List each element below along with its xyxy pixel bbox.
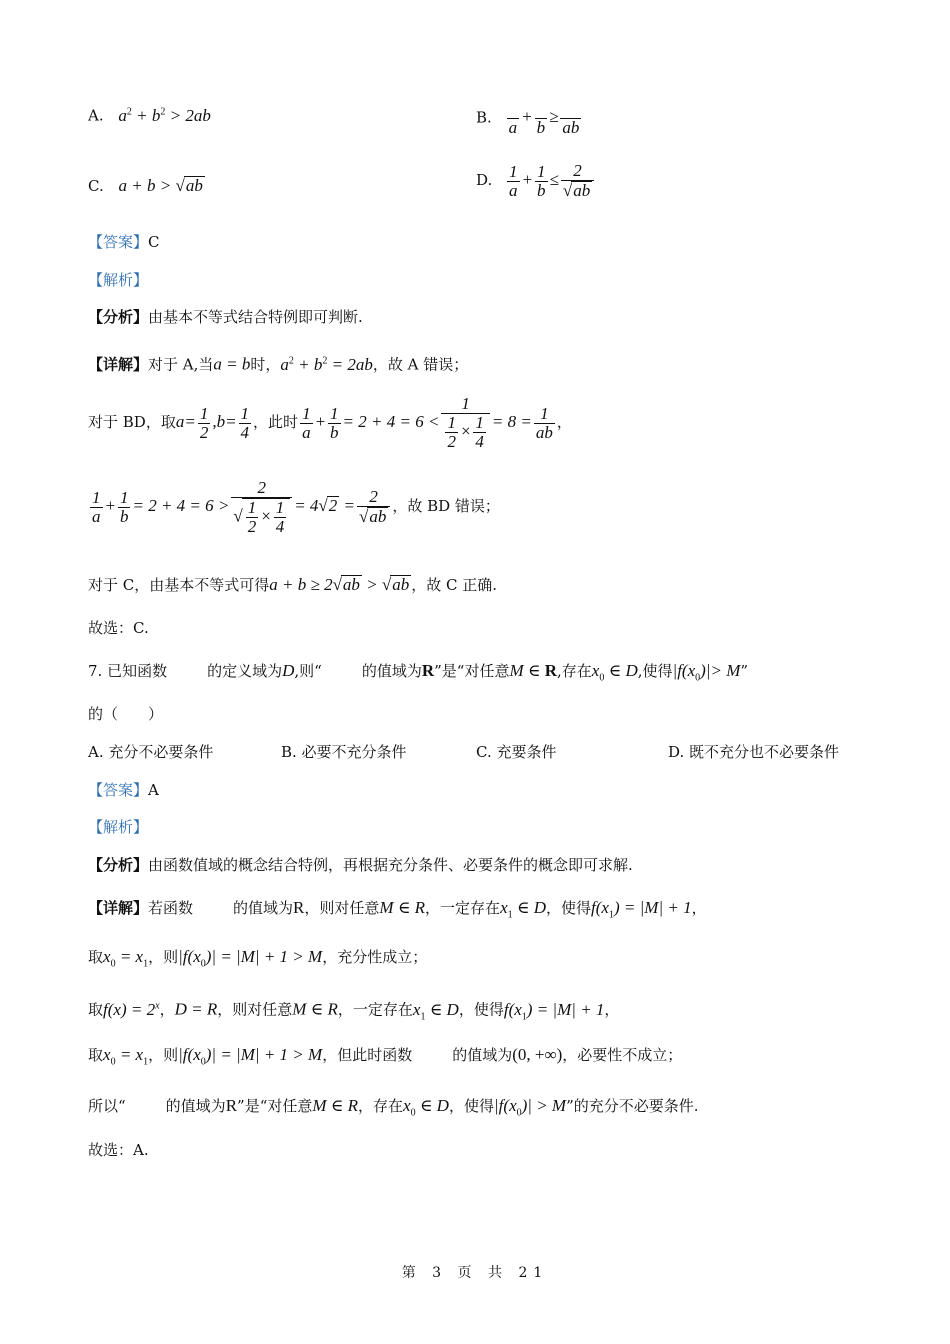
q7-option-a: A. 充分不必要条件: [88, 743, 214, 761]
detail-text: 取: [88, 1046, 104, 1064]
formula: $\frac{1}{a}$ + $\frac{1}{b}$ = 2 + 4 = 6 < 1 $\frac{1}{2}$ × $\frac{1}{4}$ = 8 = $\frac{1}{ab}$: [302, 394, 553, 452]
detail-text: 对于 BD，取: [88, 413, 176, 431]
detail-text: ，: [556, 413, 572, 431]
option-c-label: C.: [88, 177, 104, 195]
detail-text: ，则对任意: [304, 899, 380, 917]
detail-text: 的值域为: [165, 1097, 226, 1115]
detail-text: ，: [691, 899, 707, 917]
detail-text: ”的充分不必要条件.: [566, 1097, 699, 1115]
q7-stem-line2: 的（ ）: [88, 705, 164, 723]
fenxi-tag: 【分析】: [88, 856, 149, 874]
conclusion-6: 故选：C.: [88, 619, 149, 637]
detail-text: ，故 BD 错误；: [392, 497, 500, 515]
detail-text: ，则: [148, 1046, 179, 1064]
detail-text: ，一定存在: [337, 1000, 413, 1019]
detail-text: ，此时: [253, 413, 299, 431]
fenxi-text: 由基本不等式结合特例即可判断.: [148, 308, 363, 326]
option-a-label: A.: [88, 106, 104, 125]
detail-text: ，故 C 正确.: [411, 576, 498, 594]
q7-option-d: D. 既不充分也不必要条件: [668, 743, 840, 761]
detail-text: ，使得: [448, 1097, 494, 1115]
stem-text: 7. 已知函数: [88, 662, 168, 680]
detail-text: ，一定存在: [425, 899, 501, 917]
formula: a = b: [213, 354, 251, 374]
conclusion-7: 故选：A.: [88, 1141, 149, 1159]
detail-text: 取: [88, 1000, 104, 1019]
option-d-formula: $\frac{1}{a}$ + $\frac{1}{b}$ ≤ $\frac{2}{√ab}$: [505, 170, 596, 189]
q7-option-c: C. 充要条件: [476, 743, 557, 761]
option-b-formula: a + b ≥ ab: [505, 107, 584, 126]
detail-line-4: [88, 575, 497, 595]
detail-text: ，: [604, 1000, 620, 1019]
answer-value: C: [148, 233, 160, 251]
detail-text: ，存在: [358, 1097, 404, 1115]
fenxi-line-7: [88, 855, 633, 875]
detail-text: 所以“: [88, 1097, 126, 1115]
option-a-formula: $a^2 + b^2 > 2ab$: [118, 105, 211, 125]
q7-detail-1: 【详解】若函数 的值域为R，则对任意M ∈ R，一定存在$x_1$ ∈ D，使得$f(x_1) = |M| + 1$，: [88, 898, 707, 921]
answer-tag: 【答案】: [88, 781, 149, 799]
detail-text: 对于 A,当: [148, 355, 214, 374]
fenxi-line-6: [88, 307, 363, 327]
detail-text: 的值域为: [452, 1046, 513, 1064]
detail-text: 对于 C，由基本不等式可得: [88, 576, 270, 594]
q7-detail-3: 取$f(x) = 2^x$，D = R，则对任意M ∈ R，一定存在$x_1$ ∈ D，使得$f(x_1) = |M| + 1$，: [88, 999, 620, 1023]
stem-text: ”是“对任意: [434, 662, 510, 680]
q7-stem-line1: 7. 已知函数 的定义域为D,则“ 的值域为R”是“对任意M ∈ R,存在$x_0$ ∈ D,使得$|f(x_0)|> M$”: [88, 661, 749, 684]
answer-line-6: [88, 232, 160, 252]
option-c-formula: a + b > √ab: [118, 176, 203, 195]
fenxi-text: 由函数值域的概念结合特例，再根据充分条件、必要条件的概念即可求解.: [148, 856, 633, 874]
stem-text: 的值域为: [361, 662, 422, 680]
detail-line-2: [88, 388, 572, 456]
jiexi-tag: 【解析】: [88, 271, 149, 289]
formula: a + b ≥ 2√ab > √ab: [269, 575, 410, 594]
q7-detail-4: 取$x_0 = x_1$，则$|f(x_0)| = |M| + 1 > M$，但此时函数 的值域为(0, +∞)，必要性不成立；: [88, 1045, 683, 1068]
stem-text: ,存在: [557, 662, 592, 680]
detail-text: ，使得: [545, 899, 591, 917]
formula: a= $\frac{1}{2}$ ,b= $\frac{1}{4}$: [175, 403, 250, 442]
detail-text: ，则: [148, 948, 179, 966]
option-c: [88, 176, 205, 196]
detail-text: ”是“对任意: [237, 1097, 313, 1115]
q7-option-b: B. 必要不充分条件: [281, 743, 407, 761]
detail-line-1: [88, 351, 468, 375]
option-b: [476, 100, 583, 137]
detail-text: 时，: [250, 355, 281, 374]
detail-text: ，: [159, 1000, 175, 1019]
answer-value: A: [148, 781, 159, 799]
option-a: [88, 102, 211, 126]
answer-line-7: [88, 780, 159, 800]
option-d-label: D.: [476, 170, 493, 189]
option-b-label: B.: [476, 108, 492, 127]
detail-line-3: [88, 470, 500, 542]
stem-text: 的定义域为: [207, 662, 283, 680]
detail-text: ，但此时函数: [322, 1046, 413, 1064]
detail-text: ，故 A 错误；: [372, 355, 469, 374]
answer-tag: 【答案】: [88, 233, 149, 251]
detail-text: 的值域为: [233, 899, 294, 917]
xiangjie-tag: 【详解】: [88, 899, 149, 917]
fenxi-tag: 【分析】: [88, 308, 149, 326]
detail-text: ，使得: [458, 1000, 504, 1019]
q7-detail-5: 所以“ 的值域为R”是“对任意M ∈ R，存在$x_0$ ∈ D，使得$|f(x_0)| > M$”的充分不必要条件.: [88, 1096, 699, 1119]
option-d: [476, 162, 596, 200]
formula: $\frac{1}{a}$ + $\frac{1}{b}$ = 2 + 4 = 6 > 2 √ $\frac{1}{2}$ × $\frac{1}{4}$ = 4√2 = $\frac{2}{√ab}$: [88, 496, 392, 515]
detail-text: 若函数: [148, 899, 194, 917]
page-footer: 第 3 页 共 21: [401, 1265, 549, 1281]
detail-text: ，必要性不成立；: [562, 1046, 683, 1064]
detail-text: ，则对任意: [217, 1000, 293, 1019]
detail-text: ，充分性成立；: [322, 948, 428, 966]
stem-text: ”: [740, 662, 749, 680]
stem-text: ,使得: [637, 662, 673, 680]
formula: $a^2 + b^2 = 2ab$: [280, 354, 373, 374]
xiangjie-tag: 【详解】: [88, 355, 149, 374]
stem-text: ,则“: [294, 662, 322, 680]
detail-text: 取: [88, 948, 104, 966]
jiexi-tag: 【解析】: [88, 818, 149, 836]
q7-detail-2: 取$x_0 = x_1$，则$|f(x_0)| = |M| + 1 > M$，充分性成立；: [88, 947, 428, 970]
